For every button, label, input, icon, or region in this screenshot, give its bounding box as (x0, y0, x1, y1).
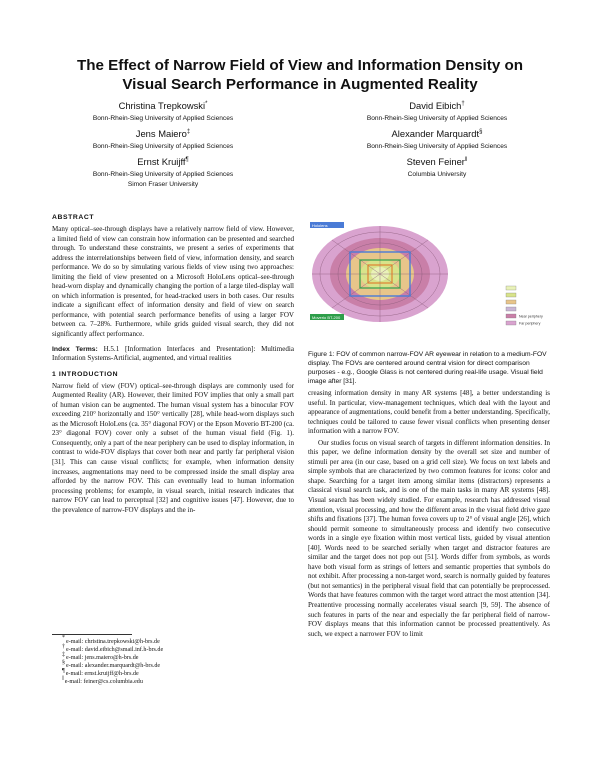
abstract-text: Many optical–see-through displays have a relatively narrow field of view. However, a limited field of view can constrain how information can be presented and searched through. To understand these constraints, we present a series of experiments that address the interrelationships between field of view, information density, and search performance. We do so by simulating various fields of view using two approaches: limiting the field of view presented on a Microsoft HoloLens optical–see-through head-worn display and dynamically changing the portion of a large tiled-display wall on which information is presented, for head-tracked users in both cases. Our results indicate a significant effect of information density and field of view on search performance, with potential search performance benefits of using a larger FOV between ca. 7–28%. Furthermore, while grids guided visual search, they did not significantly affect performance. (52, 225, 294, 339)
paper-title: The Effect of Narrow Field of View and Information Density on Visual Search Performance in Augmented Reality (76, 57, 524, 93)
index-terms: Index Terms: H.5.1 [Information Interfaces and Presentation]: Multimedia Information Systems-Artificial, augmented, and virtual realities (52, 344, 294, 363)
footnote: ¶e-mail: ernst.kruijff@h-brs.de (62, 667, 139, 677)
legend-label: Far periphery (519, 321, 541, 326)
figure-1 (308, 214, 550, 385)
author-affiliation: Bonn-Rhein-Sieg University of Applied Sciences (366, 115, 508, 122)
footnote: ‖e-mail: feiner@cs.columbia.edu (62, 675, 143, 685)
legend-label: Near periphery (519, 314, 543, 319)
radial-grid (312, 226, 448, 322)
figure-caption: Figure 1: FOV of common narrow-FOV AR eyewear in relation to a medium-FOV display. The FOVs are centered around central vision for direct comparison purposes - e.g., Google Glass is not centered during real-life usage. Visual field image after [31]. (308, 351, 547, 385)
abstract-heading: ABSTRACT (52, 214, 95, 221)
visual-field-diagram (308, 214, 550, 342)
author-name: Christina Trepkowski* (118, 100, 208, 111)
legend-swatch (506, 321, 516, 325)
author-name: Jens Maiero‡ (135, 128, 191, 139)
legend-swatch (506, 300, 516, 304)
body-paragraph: creasing information density in many AR systems [48], a better understanding is useful. In particular, view-management techniques, which deal with the layout and appearance of augmentations, could benefit from a better understanding. Specifically, techniques could be tailored to cause fewer visual conflicts when presenting denser information with a narrow FOV. (308, 389, 550, 436)
hololens-label: Hololens (312, 222, 328, 228)
right-column (308, 389, 550, 639)
footnote: §e-mail: alexander.marquardt@h-brs.de (62, 659, 161, 669)
legend-swatch (506, 314, 516, 318)
author-affiliation: Bonn-Rhein-Sieg University of Applied Sciences (92, 143, 234, 150)
author-name: Alexander Marquardt§ (391, 128, 483, 139)
left-column (52, 214, 294, 515)
author-affiliation: Columbia University (407, 171, 467, 178)
footnote: †e-mail: david.eibich@smail.inf.h-brs.de (62, 643, 164, 653)
author-affiliation: Bonn-Rhein-Sieg University of Applied Sciences (366, 143, 508, 150)
moverio-label: Moverio BT-200 (312, 314, 341, 320)
intro-heading: 1 INTRODUCTION (52, 370, 119, 378)
author-name: David Eibich† (409, 100, 465, 111)
author-affiliation: Bonn-Rhein-Sieg University of Applied Sciences (92, 115, 234, 122)
footnote-rule (52, 634, 132, 635)
legend-swatch (506, 286, 516, 290)
authors-right (322, 100, 552, 184)
intro-text: Narrow field of view (FOV) optical–see-through displays are commonly used for Augmented Reality (AR). However, their limited FOV implies that only a small part of human vision can be augmented. The human visual system has a binocular FOV exceeding 210° horizontally and 150° vertically [28], while head-worn displays such as the Microsoft HoloLens (ca. 35° diagonal FOV) or the Epson Moverio BT-200 (ca. 23° diagonal FOV) cover only a subset of the human visual field (Fig. 1). Consequently, only a part of the near periphery can be used to display information, in contrast to wide-FOV displays that cover both near and partly far peripheral vision [31]. This can cause visual conflicts; for example, when information density increases, augmentations may need to be compressed inside the small display area afforded by the narrow FOV. This can eventually lead to human information processing problems; for example, in visual search, initial research indicates that narrow FOV can lead to perceptual [32] and cognitive issues [47]. However, due to the prevalence of narrow-FOV displays and the in- (52, 381, 294, 514)
legend-swatch (506, 307, 516, 311)
author-affiliation: Bonn-Rhein-Sieg University of Applied Sciences (92, 171, 234, 178)
legend-swatch (506, 293, 516, 297)
footnotes (52, 634, 294, 686)
footnote: *e-mail: christina.trepkowski@h-brs.de (62, 635, 160, 645)
author-affiliation: Simon Fraser University (127, 181, 199, 188)
body-paragraph: Our studies focus on visual search of targets in different information densities. In this paper, we define information density by the overall set size and number of stimuli per area (in our case, based on a grid cell size). We focus on text labels and simple symbols that are characterized by two common features for icons: color and shape. Searching for a target item among similar items (distractors) represents a classical visual search task, and is one of the main tasks in many AR systems [48]. Visual search has been widely studied. For example, research has addressed visual attention, visual processing, and how the different areas in the visual field drive gaze shifts and fixations [37]. The human fovea covers up to 2° of visual angle [26], which should permit someone to simultaneously process and identify two consecutive words in a single eye fixation within most vertical lists, guided by visual attention [40]. Words need to be searched serially when target and distractor features are similar and the target does not pop out [51]. Words differ from symbols, as words have both visual form as strings of letters and semantic properties that symbols do not exhibit. After processing a non-target word, search is normally guided by features (but not semantics) in the peripheral visual field that can potentially be preprocessed. Words that have features common with the target word attract the most attention [34]. Preattentive processing normally accelerates visual search [9, 59]. The absence of such features in parts of the near and especially the far peripheral field of narrow-FOV displays means that this information cannot be processed preattentively. As such, we expect a narrower FOV to limit (308, 438, 550, 638)
author-name: Steven Feiner‖ (406, 156, 468, 167)
author-name: Ernst Kruijff¶ (137, 156, 189, 167)
footnote: ‡e-mail: jens.maiero@h-brs.de (62, 651, 139, 661)
authors-left (48, 100, 278, 194)
